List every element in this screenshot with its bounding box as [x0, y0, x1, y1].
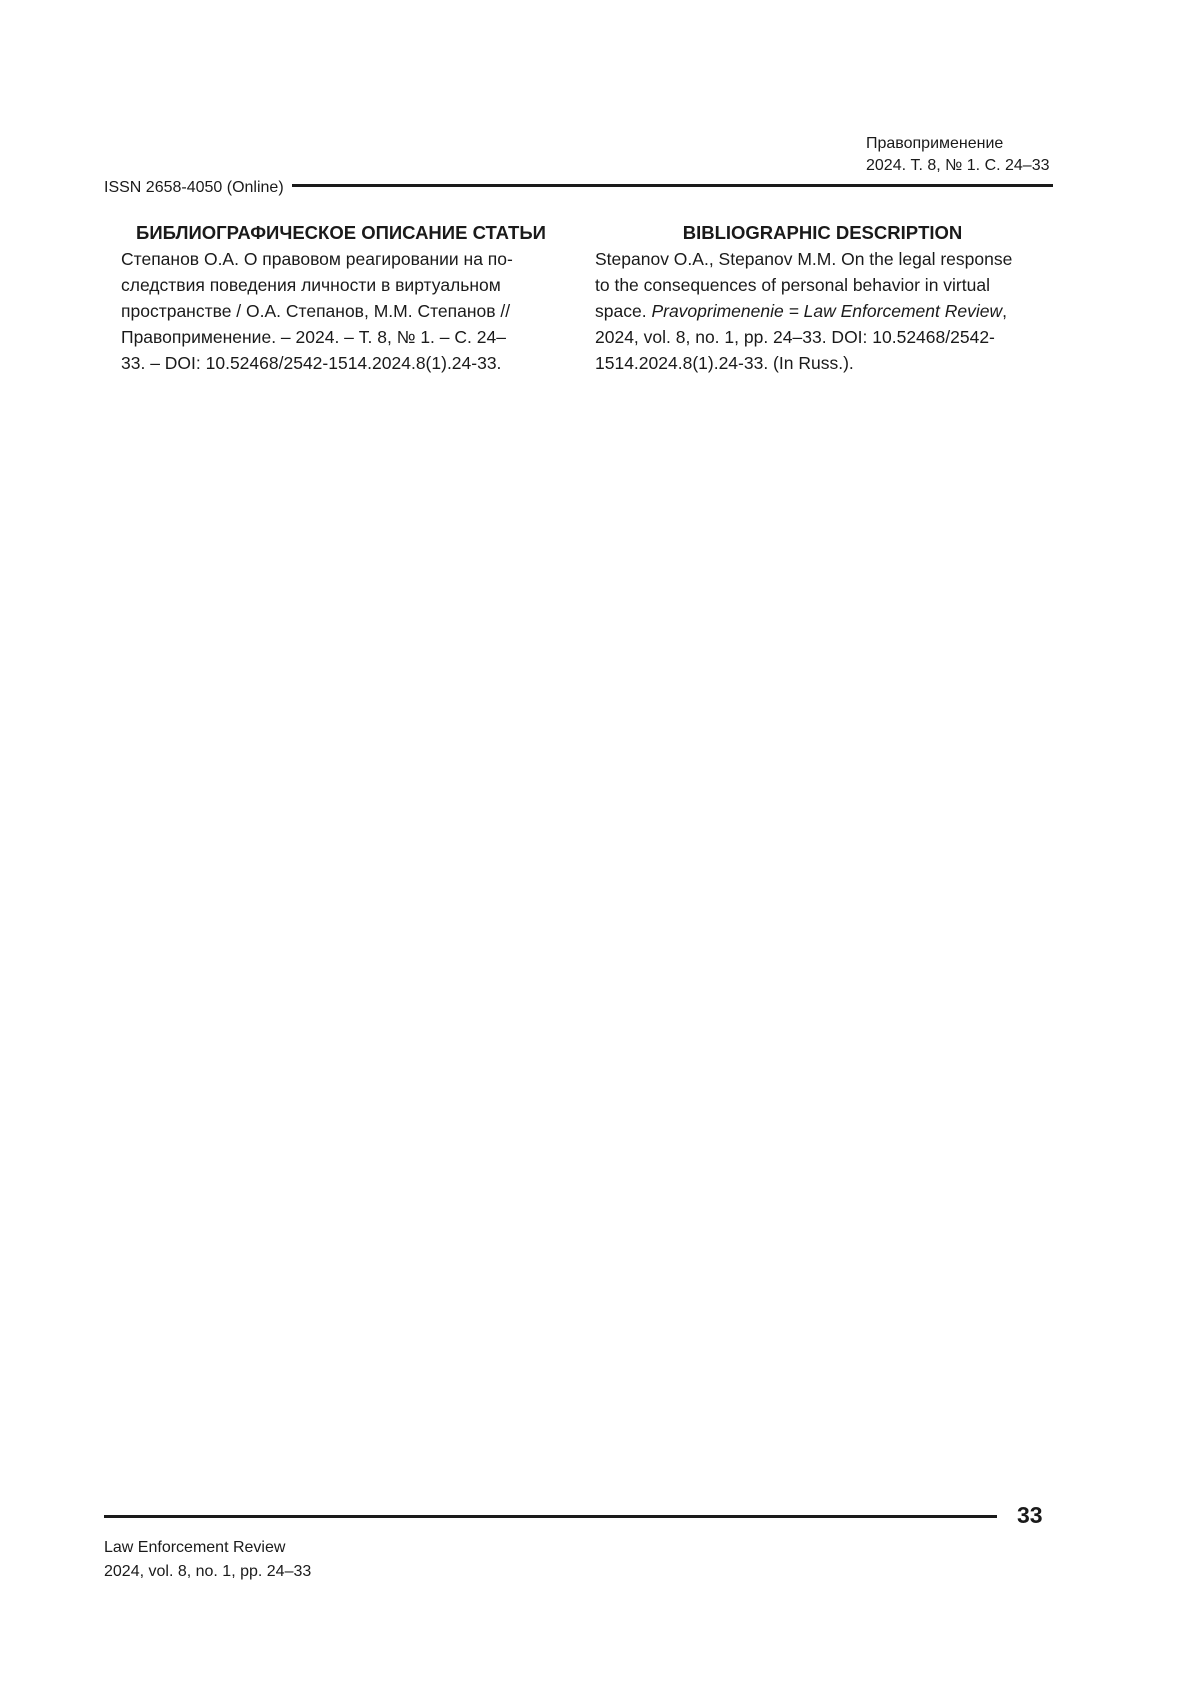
journal-title-italic: Pravoprimenenie = Law Enforcement Review	[651, 301, 1003, 321]
bibliography-line-en-prefix: space.	[595, 301, 652, 321]
journal-footer-en	[104, 1536, 311, 1584]
bibliography-title-ru: БИБЛИОГРАФИЧЕСКОЕ ОПИСАНИЕ СТАТЬИ	[136, 222, 546, 243]
bibliography-line-en-suffix: ,	[1002, 301, 1007, 321]
bibliography-line-en: 1514.2024.8(1).24-33. (In Russ.).	[595, 353, 854, 373]
issue-info-ru: 2024. Т. 8, № 1. С. 24–33	[866, 157, 1050, 174]
bibliography-line-en	[595, 298, 1050, 324]
bibliography-ru	[121, 220, 561, 376]
issn-label: ISSN 2658-4050 (Online)	[104, 179, 284, 196]
bibliography-line-en: to the consequences of personal behavior in virtual	[595, 275, 990, 295]
bibliography-text-ru	[121, 246, 561, 376]
bibliography-title-en: BIBLIOGRAPHIC DESCRIPTION	[682, 222, 963, 243]
bibliography-line-ru: Правоприменение. – 2024. – Т. 8, № 1. – С. 24–	[121, 327, 506, 347]
journal-name-ru: Правоприменение	[866, 135, 1004, 152]
journal-header-ru	[866, 133, 1050, 177]
bibliography-line-ru: 33. – DOI: 10.52468/2542-1514.2024.8(1).24-33.	[121, 353, 502, 373]
bibliography-line-en: 2024, vol. 8, no. 1, pp. 24–33. DOI: 10.52468/2542-	[595, 327, 995, 347]
bibliography-text-en	[595, 246, 1050, 376]
page-number: 33	[1017, 1502, 1043, 1528]
header-divider	[292, 184, 1053, 187]
footer-divider	[104, 1515, 997, 1518]
bibliography-en	[595, 220, 1050, 376]
bibliography-line-ru: пространстве / О.А. Степанов, М.М. Степанов //	[121, 301, 511, 321]
bibliography-line-en: Stepanov O.A., Stepanov M.M. On the legal response	[595, 249, 1013, 269]
journal-name-en: Law Enforcement Review	[104, 1539, 286, 1556]
bibliography-line-ru: следствия поведения личности в виртуальном	[121, 275, 501, 295]
bibliography-line-ru: Степанов О.А. О правовом реагировании на по-	[121, 249, 513, 269]
issue-info-en: 2024, vol. 8, no. 1, pp. 24–33	[104, 1563, 312, 1580]
